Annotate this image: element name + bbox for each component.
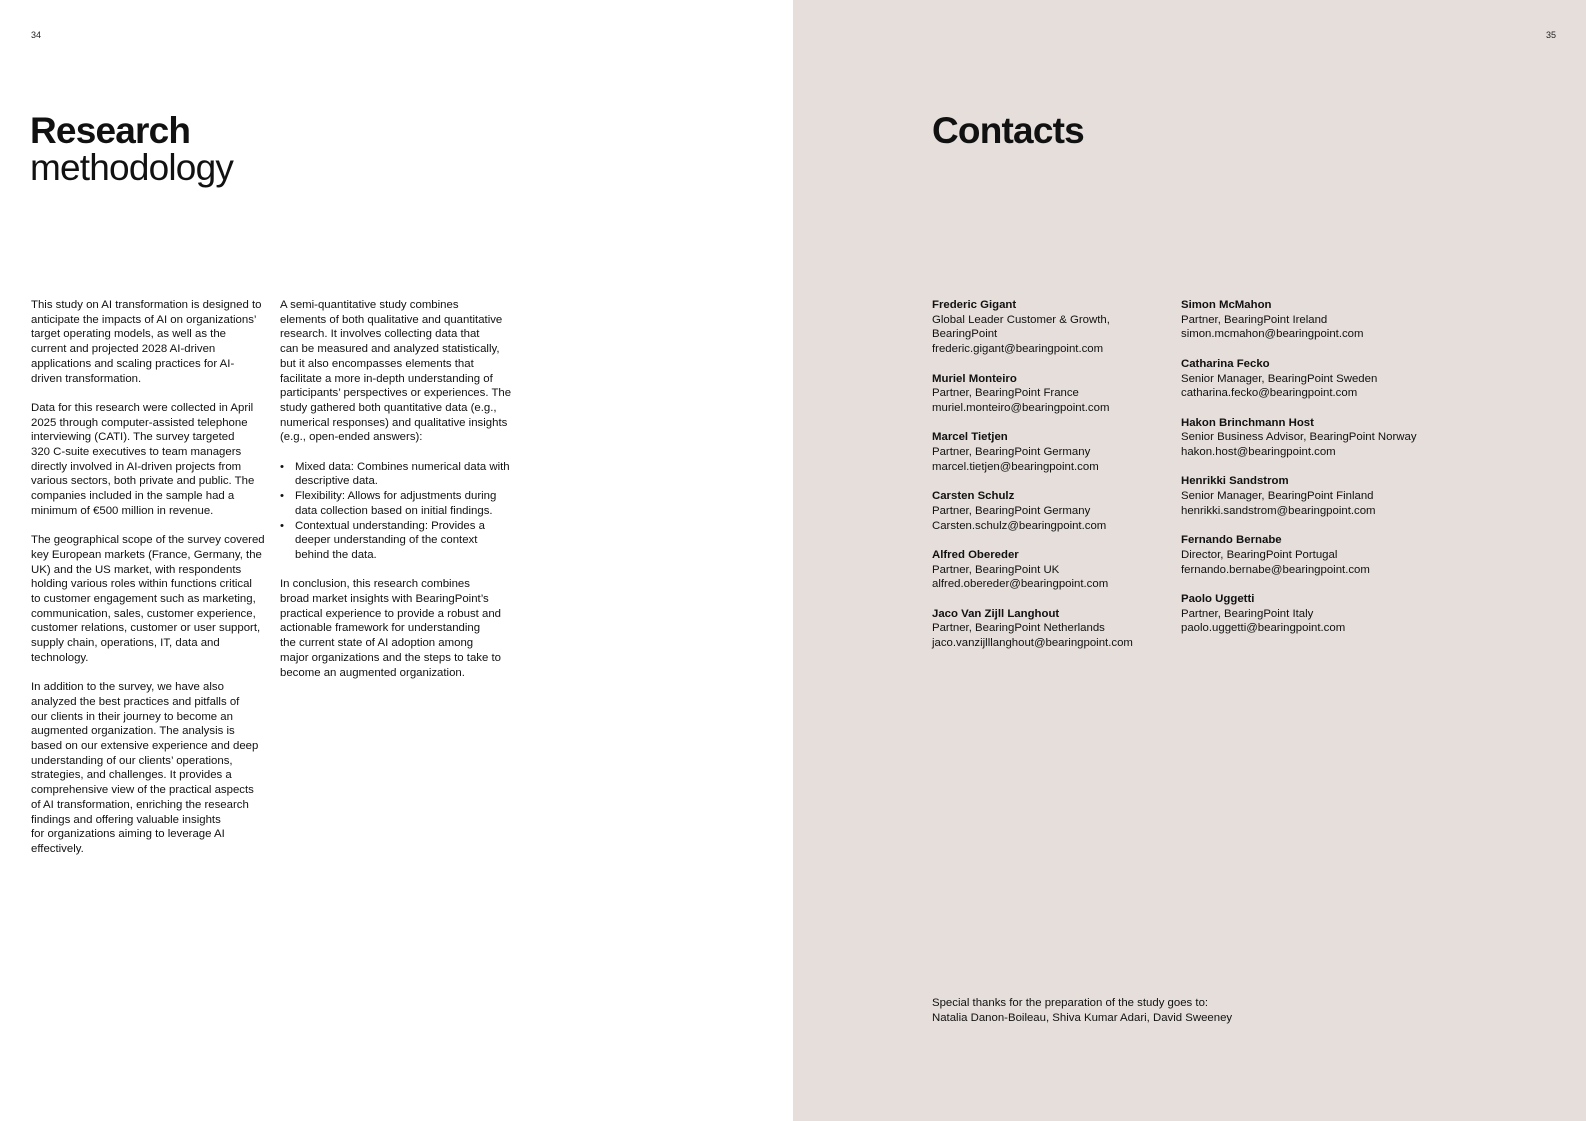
contact-card	[932, 372, 1172, 416]
paragraph: The geographical scope of the survey covered key European markets (France, Germany, the UK) and the US market, with respondents holding various roles within functions critical to customer engagement such as marketing, communication, sales, customer experience, customer relations, customer or user support, supply chain, operations, IT, data and technology.	[31, 534, 265, 664]
methodology-column-2	[280, 298, 520, 695]
contact-card	[1181, 474, 1441, 518]
contact-email[interactable]: simon.mcmahon@bearingpoint.com	[1181, 328, 1364, 341]
contact-name: Frederic Gigant	[932, 299, 1017, 311]
contact-role: Partner, BearingPoint UK	[932, 563, 1060, 576]
page-title-contacts	[932, 112, 1084, 149]
contacts-title: Contacts	[932, 110, 1084, 151]
contact-email[interactable]: muriel.monteiro@bearingpoint.com	[932, 401, 1110, 414]
contact-name: Hakon Brinchmann Host	[1181, 416, 1314, 429]
list-item: • Flexibility: Allows for adjustments during data collection based on initial findings.	[295, 489, 520, 518]
contact-email[interactable]: alfred.obereder@bearingpoint.com	[932, 578, 1109, 591]
contact-role: Partner, BearingPoint France	[932, 387, 1079, 400]
contact-card	[932, 548, 1172, 592]
title-bold-part: Research	[30, 110, 191, 151]
contact-name: Carsten Schulz	[932, 490, 1015, 503]
contact-role: Partner, BearingPoint Germany	[932, 504, 1091, 517]
contact-email[interactable]: jaco.vanzijlllanghout@bearingpoint.com	[932, 637, 1133, 650]
contact-email[interactable]: Carsten.schulz@bearingpoint.com	[932, 519, 1107, 532]
list-item: • Mixed data: Combines numerical data with descriptive data.	[295, 460, 520, 489]
contact-role: Director, BearingPoint Portugal	[1181, 548, 1338, 561]
contact-email[interactable]: paolo.uggetti@bearingpoint.com	[1181, 622, 1346, 635]
contact-name: Catharina Fecko	[1181, 357, 1270, 370]
contact-card	[1181, 298, 1441, 342]
paragraph: Data for this research were collected in April 2025 through computer-assisted telephone interviewing (CATI). The survey targeted 320 C-suite executives to team managers directly involved in AI-driven projects from various sectors, both private and public. The companies included in the sample had a minimum of €500 million in revenue.	[31, 401, 255, 517]
contact-name: Simon McMahon	[1181, 299, 1272, 311]
contact-email[interactable]: marcel.tietjen@bearingpoint.com	[932, 460, 1099, 473]
contact-card	[1181, 592, 1441, 636]
paragraph: A semi-quantitative study combines elements of both qualitative and quantitative research. It involves collecting data that can be measured and analyzed statistically, but it also encompasses elements that facilitate a more in-depth understanding of participants’ perspectives or experiences. The study gathered both quantitative data (e.g., numerical responses) and qualitative insights (e.g., open-ended answers):	[280, 299, 512, 444]
list-item: • Contextual understanding: Provides a deeper understanding of the context behind the data.	[295, 519, 520, 563]
methodology-column-1	[31, 298, 267, 871]
contact-card	[1181, 533, 1441, 577]
contact-email[interactable]: henrikki.sandstrom@bearingpoint.com	[1181, 504, 1376, 517]
contact-name: Henrikki Sandstrom	[1181, 475, 1289, 488]
contact-role: Senior Manager, BearingPoint Finland	[1181, 490, 1374, 503]
contact-card	[932, 298, 1172, 357]
contact-name: Muriel Monteiro	[932, 372, 1017, 385]
contacts-column-2	[1181, 298, 1441, 651]
paragraph: In addition to the survey, we have also analyzed the best practices and pitfalls of our clients in their journey to become an augmented organization. The analysis is based on our extensive experience and deep understanding of our clients’ operations, strategies, and challenges. It provides a comprehensive view of the practical aspects of AI transformation, enriching the research findings and offering valuable insights for organizations aiming to leverage AI effectively.	[31, 681, 259, 855]
contact-card	[932, 607, 1172, 651]
contacts-column-1	[932, 298, 1172, 665]
contact-role: Partner, BearingPoint Netherlands	[932, 622, 1105, 635]
paragraph: In conclusion, this research combines broad market insights with BearingPoint’s practical experience to provide a robust and actionable framework for understanding the current state of AI adoption among major organizations and the steps to take to become an augmented organization.	[280, 578, 501, 679]
thanks-line: Special thanks for the preparation of the study goes to:	[932, 997, 1209, 1009]
contact-name: Jaco Van Zijll Langhout	[932, 607, 1060, 620]
contact-email[interactable]: hakon.host@bearingpoint.com	[1181, 446, 1336, 458]
contact-card	[1181, 416, 1441, 460]
contact-role: Partner, BearingPoint Ireland	[1181, 313, 1328, 326]
thanks-names: Natalia Danon-Boileau, Shiva Kumar Adari, David Sweeney	[932, 1011, 1233, 1024]
contact-email[interactable]: frederic.gigant@bearingpoint.com	[932, 343, 1104, 356]
right-page	[793, 0, 1586, 1121]
contact-email[interactable]: catharina.fecko@bearingpoint.com	[1181, 387, 1358, 400]
contact-name: Marcel Tietjen	[932, 431, 1008, 444]
contact-card	[1181, 357, 1441, 401]
page-title-research-methodology	[30, 112, 233, 186]
contact-role: Global Leader Customer & Growth, BearingPoint	[932, 313, 1110, 341]
contact-name: Paolo Uggetti	[1181, 592, 1255, 605]
contact-card	[932, 489, 1172, 533]
page-number-right: 35	[1545, 30, 1556, 40]
contact-name: Fernando Bernabe	[1181, 534, 1282, 547]
page-number-left: 34	[31, 30, 42, 40]
special-thanks	[932, 996, 1352, 1025]
contact-role: Senior Business Advisor, BearingPoint Norway	[1181, 431, 1417, 444]
contact-name: Alfred Obereder	[932, 548, 1019, 561]
contact-role: Partner, BearingPoint Germany	[932, 446, 1091, 458]
title-light-part: methodology	[30, 147, 234, 188]
paragraph: This study on AI transformation is designed to anticipate the impacts of AI on organizations’ target operating models, as well as the current and projected 2028 AI-driven applications and scaling practices for AI- driven transformation.	[31, 299, 262, 385]
contact-card	[932, 430, 1172, 474]
bullet-list	[280, 460, 520, 563]
contact-role: Partner, BearingPoint Italy	[1181, 607, 1314, 620]
contact-role: Senior Manager, BearingPoint Sweden	[1181, 372, 1378, 385]
contact-email[interactable]: fernando.bernabe@bearingpoint.com	[1181, 563, 1370, 576]
